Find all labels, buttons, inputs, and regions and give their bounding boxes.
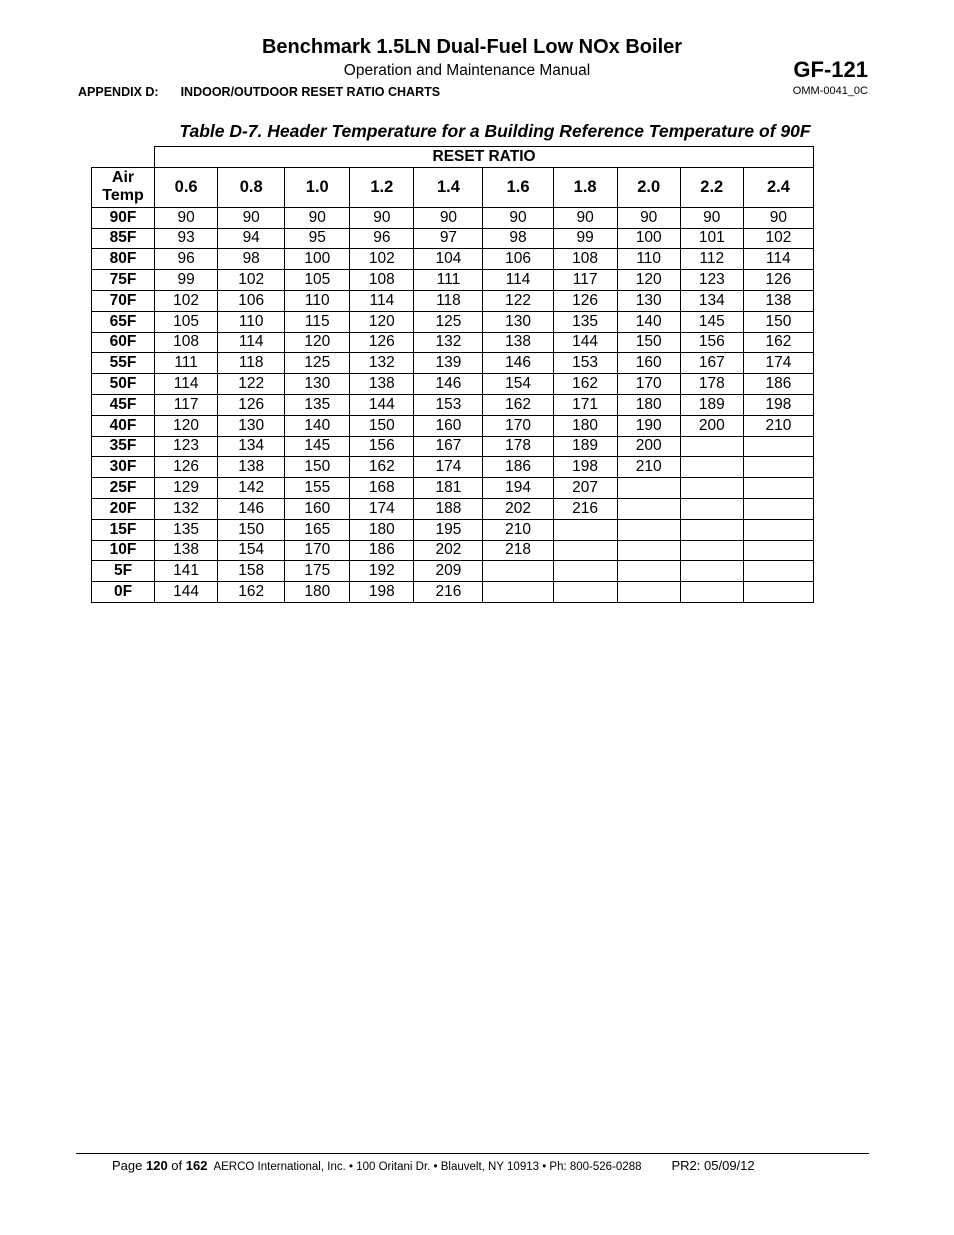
air-temp-cell: 30F (92, 457, 155, 478)
ratio-header-cell: 0.6 (155, 167, 218, 207)
table-cell (483, 582, 553, 603)
table-row (92, 457, 814, 478)
air-temp-cell: 0F (92, 582, 155, 603)
table-row (92, 519, 814, 540)
table-cell: 210 (743, 415, 813, 436)
table-cell: 90 (680, 207, 743, 228)
table-row (92, 249, 814, 270)
table-cell: 198 (743, 394, 813, 415)
table-caption: Table D-7. Header Temperature for a Building Reference Temperature of 90F (179, 121, 811, 141)
table-cell: 170 (285, 540, 350, 561)
table-cell: 180 (285, 582, 350, 603)
table-row (92, 582, 814, 603)
table-cell: 99 (155, 270, 218, 291)
table-row (92, 353, 814, 374)
air-temp-cell: 50F (92, 374, 155, 395)
table-cell: 130 (483, 311, 553, 332)
table-cell: 90 (743, 207, 813, 228)
table-row (92, 561, 814, 582)
table-cell: 100 (617, 228, 680, 249)
ratio-header-cell: 1.4 (414, 167, 483, 207)
table-cell (680, 582, 743, 603)
table-cell: 139 (414, 353, 483, 374)
table-cell: 198 (350, 582, 414, 603)
table-cell: 181 (414, 478, 483, 499)
table-cell: 216 (414, 582, 483, 603)
table-row (92, 415, 814, 436)
table-cell: 216 (553, 498, 617, 519)
table-cell: 189 (680, 394, 743, 415)
table-cell: 135 (155, 519, 218, 540)
table-cell (617, 478, 680, 499)
table-body (92, 207, 814, 602)
table-cell: 126 (155, 457, 218, 478)
air-temp-cell: 85F (92, 228, 155, 249)
doc-code: GF-121 (793, 57, 868, 82)
table-cell: 150 (617, 332, 680, 353)
table-cell: 138 (155, 540, 218, 561)
table-cell (680, 436, 743, 457)
table-cell (617, 498, 680, 519)
table-cell: 158 (218, 561, 285, 582)
table-cell: 146 (218, 498, 285, 519)
footer-page-prefix: Page (112, 1158, 146, 1173)
table-cell: 210 (617, 457, 680, 478)
footer-page-of: of (167, 1158, 186, 1173)
table-cell: 192 (350, 561, 414, 582)
ratio-header-cell: 2.4 (743, 167, 813, 207)
table-cell: 130 (285, 374, 350, 395)
table-cell: 150 (218, 519, 285, 540)
table-cell: 175 (285, 561, 350, 582)
table-cell: 162 (553, 374, 617, 395)
table-cell: 189 (553, 436, 617, 457)
table-cell: 130 (218, 415, 285, 436)
table-cell: 114 (155, 374, 218, 395)
table-cell: 156 (680, 332, 743, 353)
table-cell: 155 (285, 478, 350, 499)
footer-company: AERCO International, Inc. • 100 Oritani Dr. • Blauvelt, NY 10913 • Ph: 800-526-0288 (213, 1161, 642, 1173)
table-cell: 120 (285, 332, 350, 353)
table-cell: 138 (743, 290, 813, 311)
footer-page-total: 162 (185, 1158, 208, 1173)
ratio-header-cell: 2.2 (680, 167, 743, 207)
table-cell: 146 (483, 353, 553, 374)
table-cell: 138 (483, 332, 553, 353)
air-temp-cell: 60F (92, 332, 155, 353)
table-cell: 132 (350, 353, 414, 374)
table-row (92, 498, 814, 519)
table-cell: 126 (218, 394, 285, 415)
air-temp-cell: 40F (92, 415, 155, 436)
table-cell: 150 (285, 457, 350, 478)
table-cell (743, 498, 813, 519)
table-cell: 125 (285, 353, 350, 374)
table-cell: 138 (350, 374, 414, 395)
air-temp-header (92, 167, 155, 207)
table-cell: 153 (414, 394, 483, 415)
air-temp-cell: 35F (92, 436, 155, 457)
table-cell: 142 (218, 478, 285, 499)
table-row (92, 228, 814, 249)
table-cell: 141 (155, 561, 218, 582)
ratio-header-cell: 2.0 (617, 167, 680, 207)
table-cell: 140 (617, 311, 680, 332)
table-cell: 170 (617, 374, 680, 395)
table-cell: 186 (743, 374, 813, 395)
table-cell: 97 (414, 228, 483, 249)
table-cell (743, 478, 813, 499)
table-row (92, 478, 814, 499)
table-cell: 115 (285, 311, 350, 332)
table-cell: 144 (350, 394, 414, 415)
table-cell: 145 (680, 311, 743, 332)
air-temp-cell: 75F (92, 270, 155, 291)
table-cell: 162 (218, 582, 285, 603)
table-cell: 218 (483, 540, 553, 561)
table-cell: 102 (743, 228, 813, 249)
table-cell: 114 (350, 290, 414, 311)
table-cell: 106 (218, 290, 285, 311)
table-cell (483, 561, 553, 582)
appendix-title: INDOOR/OUTDOOR RESET RATIO CHARTS (180, 85, 441, 99)
table-cell: 111 (155, 353, 218, 374)
table-cell: 194 (483, 478, 553, 499)
appendix-label: APPENDIX D: (78, 85, 159, 99)
air-temp-header-line1: Air (111, 169, 135, 187)
table-cell: 122 (483, 290, 553, 311)
table-cell: 168 (350, 478, 414, 499)
table-cell: 120 (617, 270, 680, 291)
table-cell: 98 (483, 228, 553, 249)
table-cell: 134 (680, 290, 743, 311)
table-cell: 90 (483, 207, 553, 228)
table-cell: 154 (483, 374, 553, 395)
table-cell: 160 (414, 415, 483, 436)
table-cell: 135 (285, 394, 350, 415)
table-cell: 90 (553, 207, 617, 228)
table-cell: 90 (155, 207, 218, 228)
table-cell: 100 (285, 249, 350, 270)
ratio-header-cell: 1.6 (483, 167, 553, 207)
table-cell: 102 (218, 270, 285, 291)
table-cell (553, 540, 617, 561)
table-cell: 162 (350, 457, 414, 478)
table-row (92, 332, 814, 353)
air-temp-cell: 70F (92, 290, 155, 311)
table-cell: 96 (155, 249, 218, 270)
table-cell (743, 561, 813, 582)
table-cell: 114 (743, 249, 813, 270)
table-cell: 93 (155, 228, 218, 249)
table-cell: 202 (483, 498, 553, 519)
table-cell (680, 498, 743, 519)
air-temp-cell: 5F (92, 561, 155, 582)
table-cell: 140 (285, 415, 350, 436)
table-cell: 188 (414, 498, 483, 519)
table-cell: 90 (285, 207, 350, 228)
table-row (92, 311, 814, 332)
appendix-heading (78, 85, 440, 99)
table-cell: 138 (218, 457, 285, 478)
table-cell: 114 (218, 332, 285, 353)
air-temp-cell: 55F (92, 353, 155, 374)
table-cell (553, 561, 617, 582)
reset-ratio-header: RESET RATIO (155, 147, 814, 168)
table-cell (743, 540, 813, 561)
table-cell: 210 (483, 519, 553, 540)
table-cell: 153 (553, 353, 617, 374)
table-cell: 167 (680, 353, 743, 374)
table-cell: 106 (483, 249, 553, 270)
table-cell: 180 (350, 519, 414, 540)
air-temp-cell: 25F (92, 478, 155, 499)
table-cell: 162 (483, 394, 553, 415)
table-cell (680, 540, 743, 561)
table-cell: 125 (414, 311, 483, 332)
table-cell: 112 (680, 249, 743, 270)
table-cell: 186 (350, 540, 414, 561)
table-cell: 160 (285, 498, 350, 519)
table-cell: 198 (553, 457, 617, 478)
table-cell: 200 (680, 415, 743, 436)
table-cell: 126 (743, 270, 813, 291)
table-cell (743, 519, 813, 540)
ratio-header-cell: 1.8 (553, 167, 617, 207)
table-row (92, 290, 814, 311)
table-cell: 110 (285, 290, 350, 311)
table-cell (617, 519, 680, 540)
table-cell: 154 (218, 540, 285, 561)
table-cell: 170 (483, 415, 553, 436)
table-cell: 123 (680, 270, 743, 291)
table-cell (553, 519, 617, 540)
doc-subtitle: Operation and Maintenance Manual (343, 62, 591, 79)
table-cell: 174 (743, 353, 813, 374)
table-cell: 111 (414, 270, 483, 291)
table-cell: 200 (617, 436, 680, 457)
table-cell: 156 (350, 436, 414, 457)
table-cell: 126 (553, 290, 617, 311)
ratio-header-cell: 1.0 (285, 167, 350, 207)
table-cell: 118 (414, 290, 483, 311)
table-cell: 120 (350, 311, 414, 332)
table-row (92, 207, 814, 228)
table-cell: 180 (617, 394, 680, 415)
table-cell: 195 (414, 519, 483, 540)
footer-revision: PR2: 05/09/12 (671, 1158, 755, 1173)
air-temp-header-line2: Temp (102, 187, 144, 205)
table-row (92, 540, 814, 561)
table-cell: 165 (285, 519, 350, 540)
table-cell: 117 (553, 270, 617, 291)
air-temp-cell: 20F (92, 498, 155, 519)
table-cell (617, 561, 680, 582)
table-cell: 162 (743, 332, 813, 353)
corner-cell (92, 147, 155, 168)
table-cell: 105 (155, 311, 218, 332)
table-cell: 202 (414, 540, 483, 561)
table-cell: 126 (350, 332, 414, 353)
footer-page-number: 120 (145, 1158, 168, 1173)
table-cell: 110 (617, 249, 680, 270)
footer (112, 1158, 755, 1173)
table-cell (553, 582, 617, 603)
table-cell: 144 (553, 332, 617, 353)
table-cell: 178 (680, 374, 743, 395)
table-cell (680, 478, 743, 499)
table-cell: 108 (155, 332, 218, 353)
table-cell: 117 (155, 394, 218, 415)
table-cell: 130 (617, 290, 680, 311)
table-cell: 94 (218, 228, 285, 249)
doc-title: Benchmark 1.5LN Dual-Fuel Low NOx Boiler (261, 36, 683, 58)
table-cell: 102 (155, 290, 218, 311)
table-cell: 101 (680, 228, 743, 249)
air-temp-cell: 10F (92, 540, 155, 561)
table-cell: 167 (414, 436, 483, 457)
table-row (92, 394, 814, 415)
air-temp-cell: 15F (92, 519, 155, 540)
table-cell: 186 (483, 457, 553, 478)
table-cell: 104 (414, 249, 483, 270)
table-cell: 190 (617, 415, 680, 436)
table-cell: 98 (218, 249, 285, 270)
table-cell: 95 (285, 228, 350, 249)
table-cell (680, 457, 743, 478)
table-cell: 160 (617, 353, 680, 374)
table-cell: 174 (414, 457, 483, 478)
table-cell: 180 (553, 415, 617, 436)
table-cell: 105 (285, 270, 350, 291)
reset-ratio-table (91, 146, 814, 603)
table-cell: 150 (743, 311, 813, 332)
table-cell (743, 582, 813, 603)
table-cell: 174 (350, 498, 414, 519)
air-temp-cell: 80F (92, 249, 155, 270)
table-cell: 144 (155, 582, 218, 603)
table-cell: 90 (218, 207, 285, 228)
table-cell: 132 (155, 498, 218, 519)
table-cell: 150 (350, 415, 414, 436)
table-cell: 114 (483, 270, 553, 291)
table-cell: 108 (553, 249, 617, 270)
table-cell: 135 (553, 311, 617, 332)
table-row (92, 436, 814, 457)
table-cell: 102 (350, 249, 414, 270)
ratio-header-cell: 0.8 (218, 167, 285, 207)
table-cell: 171 (553, 394, 617, 415)
table-cell: 99 (553, 228, 617, 249)
table-cell: 108 (350, 270, 414, 291)
table-cell (743, 436, 813, 457)
table-cell: 90 (414, 207, 483, 228)
table-cell: 123 (155, 436, 218, 457)
footer-rule (76, 1153, 869, 1154)
air-temp-cell: 90F (92, 207, 155, 228)
ratio-header-row (92, 167, 814, 207)
table-cell: 90 (617, 207, 680, 228)
table-cell: 207 (553, 478, 617, 499)
table-cell (617, 582, 680, 603)
table-cell (680, 519, 743, 540)
doc-number: OMM-0041_0C (792, 85, 868, 97)
table-cell: 118 (218, 353, 285, 374)
air-temp-cell: 65F (92, 311, 155, 332)
table-cell: 178 (483, 436, 553, 457)
table-cell: 129 (155, 478, 218, 499)
table-cell (743, 457, 813, 478)
ratio-header-cell: 1.2 (350, 167, 414, 207)
table-cell: 120 (155, 415, 218, 436)
table-cell: 146 (414, 374, 483, 395)
air-temp-cell: 45F (92, 394, 155, 415)
table-cell: 132 (414, 332, 483, 353)
table-cell: 134 (218, 436, 285, 457)
table-cell: 110 (218, 311, 285, 332)
table-cell: 209 (414, 561, 483, 582)
table-cell: 96 (350, 228, 414, 249)
table-row (92, 374, 814, 395)
table-row (92, 270, 814, 291)
table-cell (617, 540, 680, 561)
table-cell: 90 (350, 207, 414, 228)
table-cell: 122 (218, 374, 285, 395)
table-cell (680, 561, 743, 582)
table-cell: 145 (285, 436, 350, 457)
